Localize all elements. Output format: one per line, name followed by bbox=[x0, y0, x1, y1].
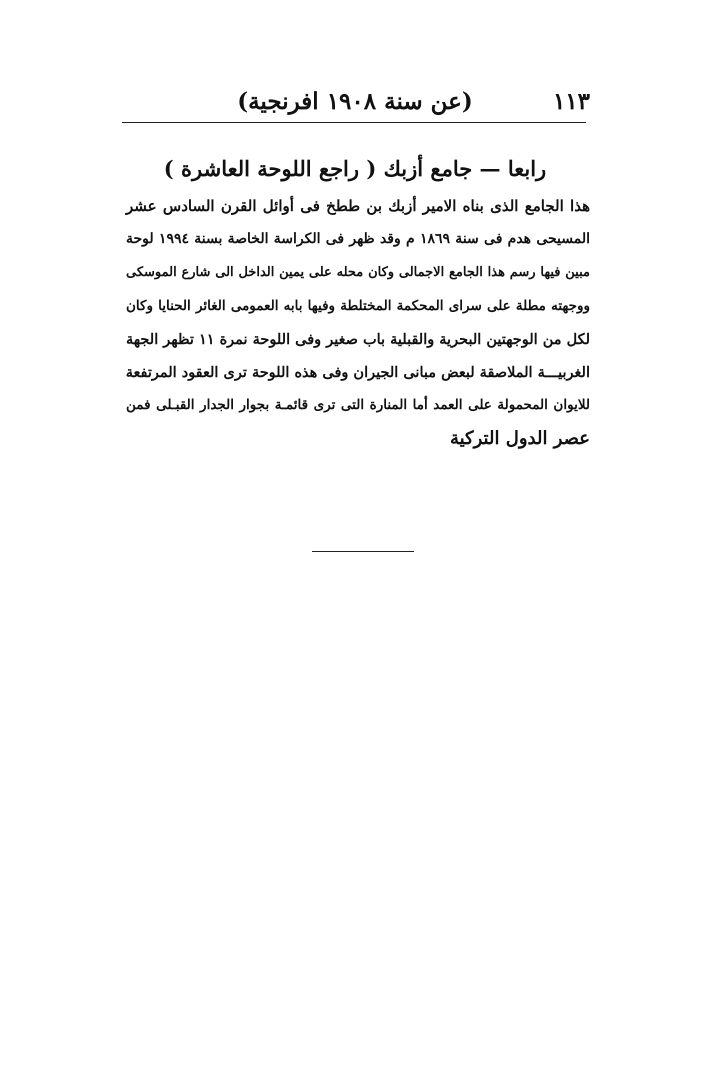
running-head bbox=[120, 86, 590, 120]
text-line: الغربيـــة الملاصقة لبعض مبانى الجيران وفى هذه اللوحة ترى العقود المرتفعة bbox=[125, 364, 590, 382]
text-line: مبين فيها رسم هذا الجامع الاجمالى وكان محله على يمين الداخل الى شارع الموسكى bbox=[126, 265, 590, 281]
header-rule bbox=[122, 122, 586, 123]
page-number: ١١٣ bbox=[552, 88, 590, 115]
text-line: لكل من الوجهتين البحرية والقبلية باب صغير وفى اللوحة نمرة ١١ تظهر الجهة bbox=[125, 330, 590, 348]
text-line: عصر الدول التركية bbox=[449, 428, 590, 450]
running-title: (عن سنة ١٩٠٨ افرنجية) bbox=[237, 88, 473, 115]
body-paragraph bbox=[126, 190, 590, 456]
text-line: ووجهته مطلة على سراى المحكمة المختلطة وفيها بابه العمومى الغائر الحنايا وكان bbox=[126, 297, 590, 314]
text-line: للايوان المحمولة على العمد أما المنارة التى ترى قائمـة بجوار الجدار القبـلى فمن bbox=[126, 397, 590, 414]
text-line: هذا الجامع الذى بناه الامير أزبك بن ططخ فى أوائل القرن السادس عشر bbox=[126, 197, 590, 215]
section-end-rule bbox=[312, 551, 414, 552]
text-line: المسيحى هدم فى سنة ١٨٦٩ م وقد ظهر فى الكراسة الخاصة بسنة ١٩٩٤ لوحة bbox=[126, 231, 590, 248]
section-heading: رابعا — جامع أزبك ( راجع اللوحة العاشرة ) bbox=[163, 156, 547, 181]
